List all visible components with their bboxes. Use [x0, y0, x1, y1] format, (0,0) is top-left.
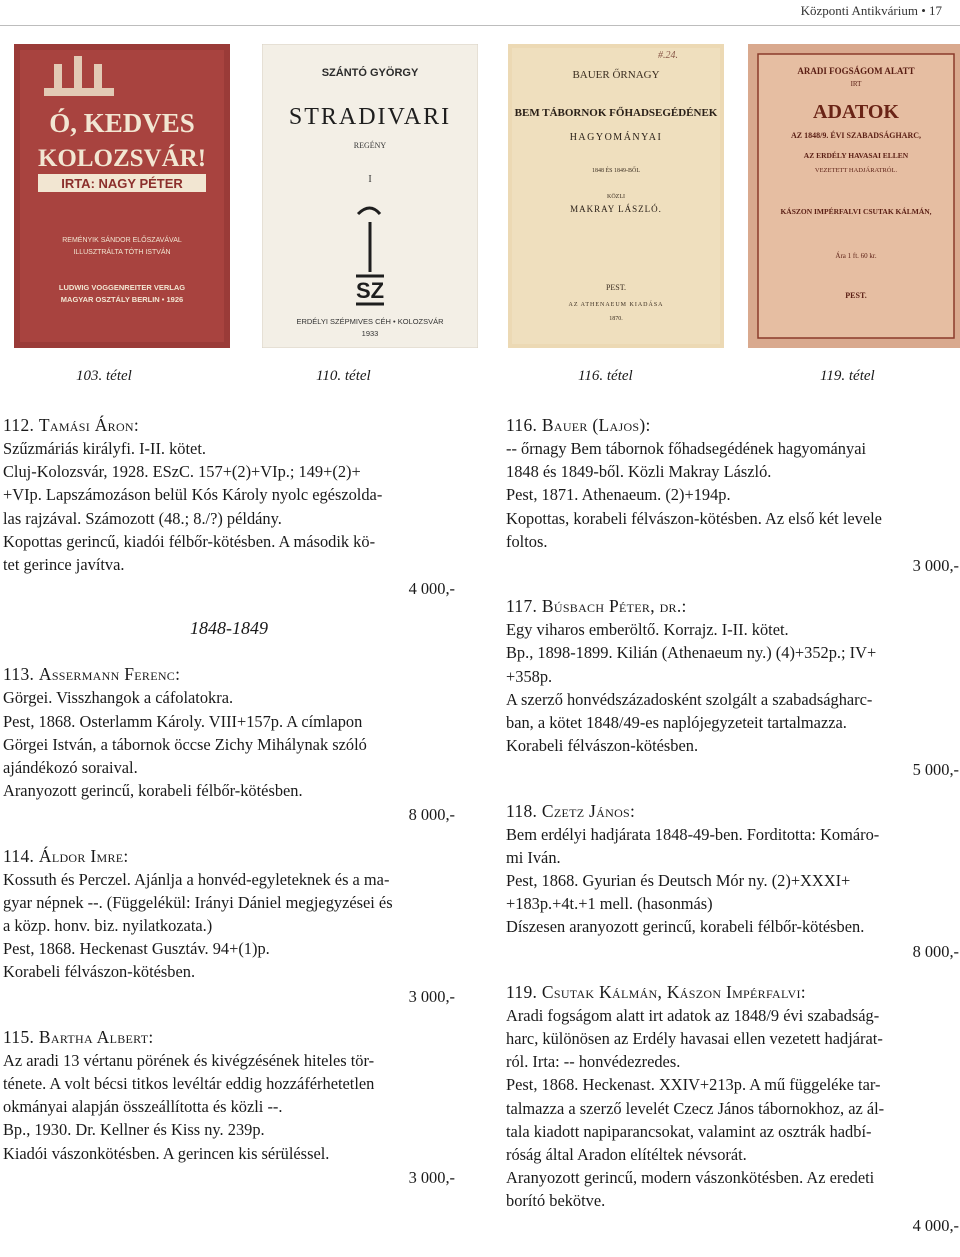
- entry-text-line: Görgei. Visszhangok a cáfolatokra.: [3, 688, 234, 708]
- entry-text-line: Díszesen aranyozott gerincű, korabeli félbőr-kötésben.: [506, 917, 865, 937]
- entry-text-line: borító bekötve.: [506, 1191, 606, 1211]
- entry-text-line: ajándékozó soraival.: [3, 758, 138, 778]
- cover-110-year: 1933: [361, 329, 379, 338]
- entry-118: [506, 800, 959, 963]
- entry-text-line: Pest, 1871. Athenaeum. (2)+194p.: [506, 485, 731, 505]
- entry-heading: [3, 663, 455, 686]
- price: 4 000,-: [912, 1215, 959, 1235]
- entry-author: Bauer (Lajos):: [541, 415, 651, 435]
- entry-author: Tamási Áron:: [38, 415, 140, 435]
- entry-text-line: 1848 és 1849-ből. Közli Makray László.: [506, 462, 772, 482]
- cover-103-title1: Ó, KEDVES: [49, 108, 195, 138]
- entry-heading: [3, 414, 455, 437]
- entry-114: [3, 845, 455, 1008]
- entry-number: 117.: [506, 596, 538, 617]
- entry-text-line: Pest, 1868. Osterlamm Károly. VIII+157p. A címlapon: [3, 711, 363, 731]
- entry-text-line: Kopottas, korabeli félvászon-kötésben. Az első két levele: [506, 508, 882, 528]
- entry-text-line: Cluj-Kolozsvár, 1928. ESzC. 157+(2)+VIp.; 149+(2)+: [3, 462, 361, 482]
- entry-number: 119.: [506, 981, 538, 1002]
- caption-116: 116. tétel: [578, 368, 633, 384]
- entry-text-line: las rajzával. Számozott (48.; 8./?) példány.: [3, 508, 282, 528]
- entry-text-line: Pest, 1868. Heckenast Gusztáv. 94+(1)p.: [3, 939, 270, 959]
- section-title: 1848-1849: [190, 618, 268, 639]
- entry-112: [3, 414, 455, 600]
- cover-119-line2: IRT: [850, 80, 862, 88]
- entry-text-line: a közp. honv. biz. nyilatkozata.): [3, 916, 213, 936]
- page-header: [0, 0, 960, 26]
- entry-number: 116.: [506, 415, 538, 435]
- caption-119: 119. tétel: [820, 368, 875, 384]
- entry-author: Búsbach Péter, dr.:: [541, 596, 687, 617]
- entry-text-line: Kiadói vászonkötésben. A gerincen kis sérüléssel.: [3, 1143, 330, 1163]
- entry-author: Áldor Imre:: [38, 845, 129, 866]
- cover-116-years: 1848 ÉS 1849-BŐL: [592, 168, 640, 174]
- entry-text-line: Pest, 1868. Gyurian és Deutsch Mór ny. (2)+XXXI+: [506, 871, 851, 891]
- entry-author: Assermann Ferenc:: [38, 664, 181, 685]
- entry-text-line: foltos.: [506, 531, 548, 551]
- entry-116: [506, 414, 959, 577]
- entry-text-line: +183p.+4t.+1 mell. (hasonmás): [506, 894, 713, 914]
- entry-text-line: Egy viharos emberöltő. Korrajz. I-II. kötet.: [506, 620, 789, 640]
- entry-author: Csutak Kálmán, Kászon Impérfalvi:: [541, 981, 806, 1002]
- entry-text-line: +358p.: [506, 666, 553, 686]
- entry-heading: [506, 981, 959, 1004]
- cover-110-title: STRADIVARI: [288, 104, 452, 130]
- entry-115: [3, 1026, 455, 1189]
- entry-heading: [506, 414, 959, 437]
- cover-103-author: IRTA: NAGY PÉTER: [61, 176, 183, 191]
- cover-116-publisher: AZ ATHENAEUM KIADÁSA: [568, 302, 664, 308]
- caption-110: 110. tétel: [316, 368, 371, 384]
- left-column: [3, 414, 455, 1207]
- cover-116-editor: MAKRAY LÁSZLÓ.: [570, 204, 662, 214]
- entry-author: Bartha Albert:: [38, 1026, 154, 1047]
- price: 8 000,-: [912, 941, 959, 961]
- entry-text-line: mi Iván.: [506, 847, 561, 867]
- header-rule: [0, 25, 960, 26]
- entry-text-line: Korabeli félvászon-kötésben.: [3, 962, 196, 982]
- cover-image-116: [508, 44, 724, 348]
- entry-text-line: Kossuth és Perczel. Ajánlja a honvéd-egyleteknek és a ma-: [3, 869, 390, 889]
- svg-text:SZ: SZ: [355, 278, 385, 303]
- cover-116-author: BAUER ŐRNAGY: [572, 69, 660, 81]
- cover-119-place: PEST.: [845, 291, 867, 300]
- right-column: [506, 414, 959, 1255]
- entry-number: 115.: [3, 1026, 35, 1047]
- cover-116-year: 1870.: [609, 316, 623, 322]
- cover-image-119: [748, 44, 960, 348]
- cover-119-line5: AZ ERDÉLY HAVASAI ELLEN: [803, 151, 909, 160]
- entry-text-line: okmányai alapján összeállította és közli --.: [3, 1097, 283, 1117]
- entry-text-line: Bp., 1930. Dr. Kellner és Kiss ny. 239p.: [3, 1120, 265, 1140]
- entry-heading: [3, 1026, 455, 1049]
- cover-119-line1: ARADI FOGSÁGOM ALATT: [797, 66, 915, 76]
- entry-text-line: Korabeli félvászon-kötésben.: [506, 736, 699, 756]
- running-head: Központi Antikvárium • 17: [800, 3, 942, 18]
- entry-number: 113.: [3, 664, 35, 685]
- cover-110-genre: REGÉNY: [353, 141, 387, 150]
- entry-text-line: Aranyozott gerincű, modern vászonkötésben. Az eredeti: [506, 1168, 875, 1188]
- price: 3 000,-: [408, 986, 455, 1006]
- entry-text-line: talmazza a szerző levelét Czecz János tábornokhoz, az ál-: [506, 1098, 885, 1118]
- entry-text-line: A szerző honvédszázadosként szolgált a szabadságharc-: [506, 689, 873, 709]
- entry-heading: [506, 595, 959, 618]
- entry-author: Czetz János:: [541, 800, 636, 821]
- cover-119-title: ADATOK: [813, 101, 899, 123]
- entry-text-line: gyar népnek --. (Függelékül: Irányi Dániel megjegyzései és: [3, 892, 393, 912]
- cover-116-place: PEST.: [605, 283, 627, 292]
- entry-number: 112.: [3, 415, 35, 435]
- entry-heading: [506, 800, 959, 823]
- entry-text-line: Aranyozott gerincű, korabeli félbőr-kötésben.: [3, 781, 303, 801]
- entry-text-line: harc, különösen az Erdély havasai ellen vezetett hadjárat-: [506, 1029, 883, 1049]
- entry-119: [506, 981, 959, 1237]
- entry-text-line: tala kiadott napiparancsokat, valamint az osztrák hadbí-: [506, 1121, 872, 1141]
- entry-text-line: Az aradi 13 vértanu pörének és kivégzésének hiteles tör-: [3, 1050, 375, 1070]
- cover-103-title2: KOLOZSVÁR!: [37, 145, 207, 172]
- cover-116-kozli: KÖZLI: [607, 194, 625, 200]
- cover-103-place: MAGYAR OSZTÁLY BERLIN • 1926: [60, 295, 184, 304]
- cover-110-volume: I: [368, 174, 372, 185]
- entry-text-line: ban, a kötet 1848/49-es naplójegyzeteit tartalmazza.: [506, 713, 847, 733]
- cover-119-price: Ára 1 ft. 60 kr.: [835, 252, 877, 260]
- entry-text-line: +VIp. Lapszámozáson belül Kós Károly nyolc egészolda-: [3, 485, 383, 505]
- entry-text-line: Pest, 1868. Heckenast. XXIV+213p. A mű függeléke tar-: [506, 1075, 881, 1095]
- cover-110-publisher: ERDÉLYI SZÉPMIVES CÉH • KOLOZSVÁR: [296, 317, 444, 326]
- cover-119-line6: VEZETETT HADJÁRATRÓL.: [814, 167, 898, 174]
- entry-text-line: tet gerince javítva.: [3, 555, 125, 575]
- entry-number: 118.: [506, 800, 538, 821]
- entry-text-line: Kopottas gerincű, kiadói félbőr-kötésben. A második kö-: [3, 531, 376, 551]
- entry-text-line: Bp., 1898-1899. Kilián (Athenaeum ny.) (4)+352p.; IV+: [506, 643, 877, 663]
- entry-text-line: -- őrnagy Bem tábornok főhadsegédének hagyományai: [506, 439, 867, 458]
- price: 3 000,-: [912, 556, 959, 576]
- caption-103: 103. tétel: [76, 368, 132, 384]
- price: 5 000,-: [912, 760, 959, 780]
- cover-110-author: SZÁNTÓ GYÖRGY: [321, 67, 419, 79]
- entry-text-line: Szűzmáriás királyfi. I-II. kötet.: [3, 439, 206, 458]
- entry-number: 114.: [3, 845, 35, 866]
- cover-119-author: KÁSZON IMPÉRFALVI CSUTAK KÁLMÁN,: [780, 207, 932, 216]
- entry-text-line: Bem erdélyi hadjárata 1848-49-ben. Forditotta: Komáro-: [506, 824, 880, 844]
- price: 8 000,-: [408, 805, 455, 825]
- price: 3 000,-: [408, 1167, 455, 1187]
- cover-119-line4: AZ 1848/9. ÉVI SZABADSÁGHARC,: [790, 131, 922, 140]
- entry-113: [3, 663, 455, 826]
- entry-text-line: ról. Irta: -- honvédezredes.: [506, 1052, 681, 1072]
- entry-heading: [3, 845, 455, 868]
- entry-text-line: ténete. A volt bécsi titkos levéltár eddig hozzáférhetetlen: [3, 1074, 375, 1094]
- price: 4 000,-: [408, 579, 455, 599]
- cover-image-103: [14, 44, 230, 348]
- cover-103-illus: ILLUSZTRÁLTA TÓTH ISTVÁN: [73, 249, 171, 256]
- entry-text-line: róság által Aradon elítéltek névsorát.: [506, 1145, 747, 1165]
- entry-text-line: Aradi fogságom alatt irt adatok az 1848/9 évi szabadság-: [506, 1005, 880, 1025]
- cover-103-preface: REMÉNYIK SÁNDOR ELŐSZAVÁVAL: [62, 237, 182, 244]
- cover-116-title: BEM TÁBORNOK FŐHADSEGÉDÉNEK: [514, 107, 718, 119]
- svg-text:#.24.: #.24.: [658, 50, 678, 61]
- cover-image-110: [262, 44, 478, 348]
- entry-text-line: Görgei István, a tábornok öccse Zichy Mihálynak szóló: [3, 734, 367, 754]
- cover-103-publisher: LUDWIG VOGGENREITER VERLAG: [58, 283, 186, 292]
- entry-117: [506, 595, 959, 781]
- cover-116-subtitle: HAGYOMÁNYAI: [569, 132, 663, 143]
